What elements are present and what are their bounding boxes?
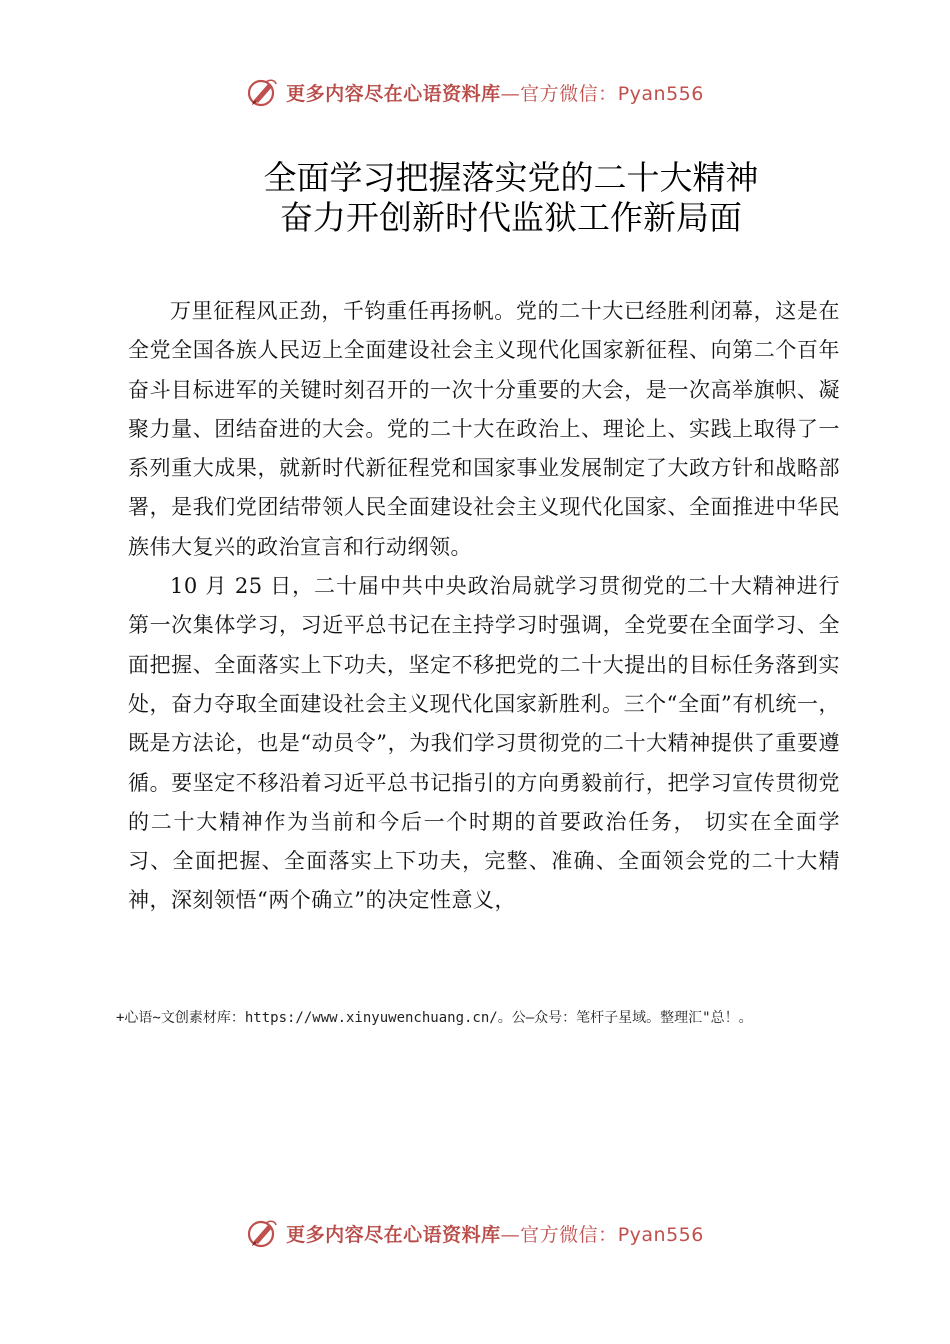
banner-text <box>286 79 704 106</box>
pen-logo-icon <box>246 1217 278 1249</box>
banner-separator: — <box>500 82 521 105</box>
banner-text <box>286 1220 704 1247</box>
banner-handle: Pyan556 <box>617 82 704 105</box>
footer-banner <box>0 1213 950 1253</box>
pen-logo-icon <box>246 76 278 108</box>
source-footnote: +心语~文创素材库：https://www.xinyuwenchuang.cn/。公—众号：笔杆子星域。整理汇"总！。 <box>116 1010 753 1026</box>
paragraph-1: 万里征程风正劲，千钧重任再扬帆。党的二十大已经胜利闭幕，这是在全党全国各族人民迈上全面建设社会主义现代化国家新征程、向第二个百年奋斗目标进军的关键时刻召开的一次十分重要的大会，是一次高举旗帜、凝聚力量、团结奋进的大会。党的二十大在政治上、理论上、实践上取得了一系列重大成果，就新时代新征程党和国家事业发展制定了大政方针和战略部署，是我们党团结带领人民全面建设社会主义现代化国家、全面推进中华民族伟大复兴的政治宣言和行动纲领。 <box>128 299 840 559</box>
title-line-1: 全面学习把握落实党的二十大精神 <box>263 158 759 197</box>
banner-brand: 更多内容尽在心语资料库 <box>286 1223 501 1246</box>
banner-brand: 更多内容尽在心语资料库 <box>286 82 501 105</box>
title-line-2: 奋力开创新时代监狱工作新局面 <box>280 198 742 237</box>
paragraph-2: 10 月 25 日，二十届中共中央政治局就学习贯彻党的二十大精神进行第一次集体学习，习近平总书记在主持学习时强调，全党要在全面学习、全面把握、全面落实上下功夫，坚定不移把党的二十大提出的目标任务落到实处，奋力夺取全面建设社会主义现代化国家新胜利。三个“全面”有机统一，既是方法论，也是“动员令”，为我们学习贯彻党的二十大精神提供了重要遵循。要坚定不移沿着习近平总书记指引的方向勇毅前行，把学习宣传贯彻党的二十大精神作为当前和今后一个时期的首要政治任务， 切实在全面学习、全面把握、全面落实上下功夫，完整、准确、全面领会党的二十大精神，深刻领悟“两个确立”的决定性意义， <box>128 574 840 913</box>
banner-official: 官方微信： <box>520 1223 618 1246</box>
banner-separator: — <box>500 1223 521 1246</box>
document-body <box>128 292 840 921</box>
banner-handle: Pyan556 <box>617 1223 704 1246</box>
banner-official: 官方微信： <box>520 82 618 105</box>
header-banner <box>0 72 950 112</box>
document-title <box>0 158 950 238</box>
